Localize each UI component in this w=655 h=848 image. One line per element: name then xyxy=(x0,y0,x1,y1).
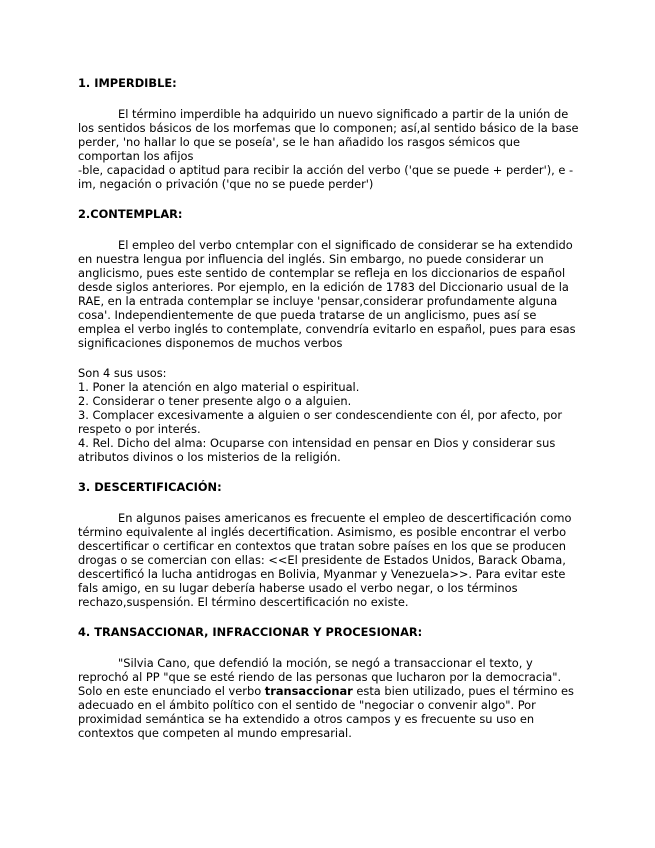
section-heading-descertificacion: 3. DESCERTIFICACIÓN: xyxy=(78,480,222,494)
section-paragraph: -ble, capacidad o aptitud para recibir la acción del verbo ('que se puede + perder'), e -im, negación o privación ('que no se puede perder') xyxy=(78,163,574,191)
document-page xyxy=(78,76,582,740)
list-item: 4. Rel. Dicho del alma: Ocuparse con intensidad en pensar en Dios y considerar sus atributos divinos o los misterios de la religión. xyxy=(78,436,556,464)
section-paragraph xyxy=(78,656,582,740)
section-paragraph: El término imperdible ha adquirido un nuevo significado a partir de la unión de los sentidos básicos de los morfemas que lo componen; así,al sentido básico de la base perder, 'no hallar lo que se poseía', se le han añadido los rasgos sémicos que comportan los afijos xyxy=(78,107,579,163)
list-item: 3. Complacer excesivamente a alguien o ser condescendiente con él, por afecto, por respeto o por interés. xyxy=(78,408,562,436)
section-heading-imperdible: 1. IMPERDIBLE: xyxy=(78,76,177,90)
section-paragraph: En algunos paises americanos es frecuente el empleo de descertificación como término equivalente al inglés decertification. Asimismo, es posible encontrar el verbo descertificar o certificar en contextos que tratan sobre países en los que se producen drogas o se comercian con ellas: <<El presidente de Estados Unidos, Barack Obama, descertificó la lucha antidrogas en Bolivia, Myanmar y Venezuela>>. Para evitar este fals amigo, en su lugar debería haberse usado el verbo negar, o los términos rechazo,suspensión. El término descertificación no existe. xyxy=(78,511,572,609)
section-paragraph: El empleo del verbo cntemplar con el significado de considerar se ha extendido en nuestra lengua por influencia del inglés. Sin embargo, no puede considerar un anglicismo, pues este sentido de contemplar se refleja en los diccionarios de español desde siglos anteriores. Por ejemplo, en la edición de 1783 del Diccionario usual de la RAE, en la entrada contemplar se incluye 'pensar,considerar profundamente alguna cosa'. Independientemente de que pueda tratarse de un anglicismo, pues así se emplea el verbo inglés to contemplate, convendría evitarlo en español, pues para esas significaciones disponemos de muchos verbos xyxy=(78,238,576,350)
section-heading-transaccionar: 4. TRANSACCIONAR, INFRACCIONAR Y PROCESIONAR: xyxy=(78,625,423,639)
paragraph-text: esta bien utilizado, pues el término es adecuado en el ámbito político con el sentido de "negociar o convenir algo". Por proximidad semántica se ha extendido a otros campos y es frecuente su uso en contextos que competen al mundo empresarial. xyxy=(78,684,574,740)
bold-term: transaccionar xyxy=(264,684,353,698)
paragraph-text: "Silvia Cano, que defendió la moción, se negó a transaccionar el texto, y reprochó al PP "que se esté riendo de las personas que lucharon por la democracia". Solo en este enunciado el verbo xyxy=(78,656,562,698)
section-heading-contemplar: 2.CONTEMPLAR: xyxy=(78,207,183,221)
list-item: 1. Poner la atención en algo material o espiritual. xyxy=(78,380,360,394)
uses-intro: Son 4 sus usos: xyxy=(78,366,167,380)
list-item: 2. Considerar o tener presente algo o a alguien. xyxy=(78,394,352,408)
